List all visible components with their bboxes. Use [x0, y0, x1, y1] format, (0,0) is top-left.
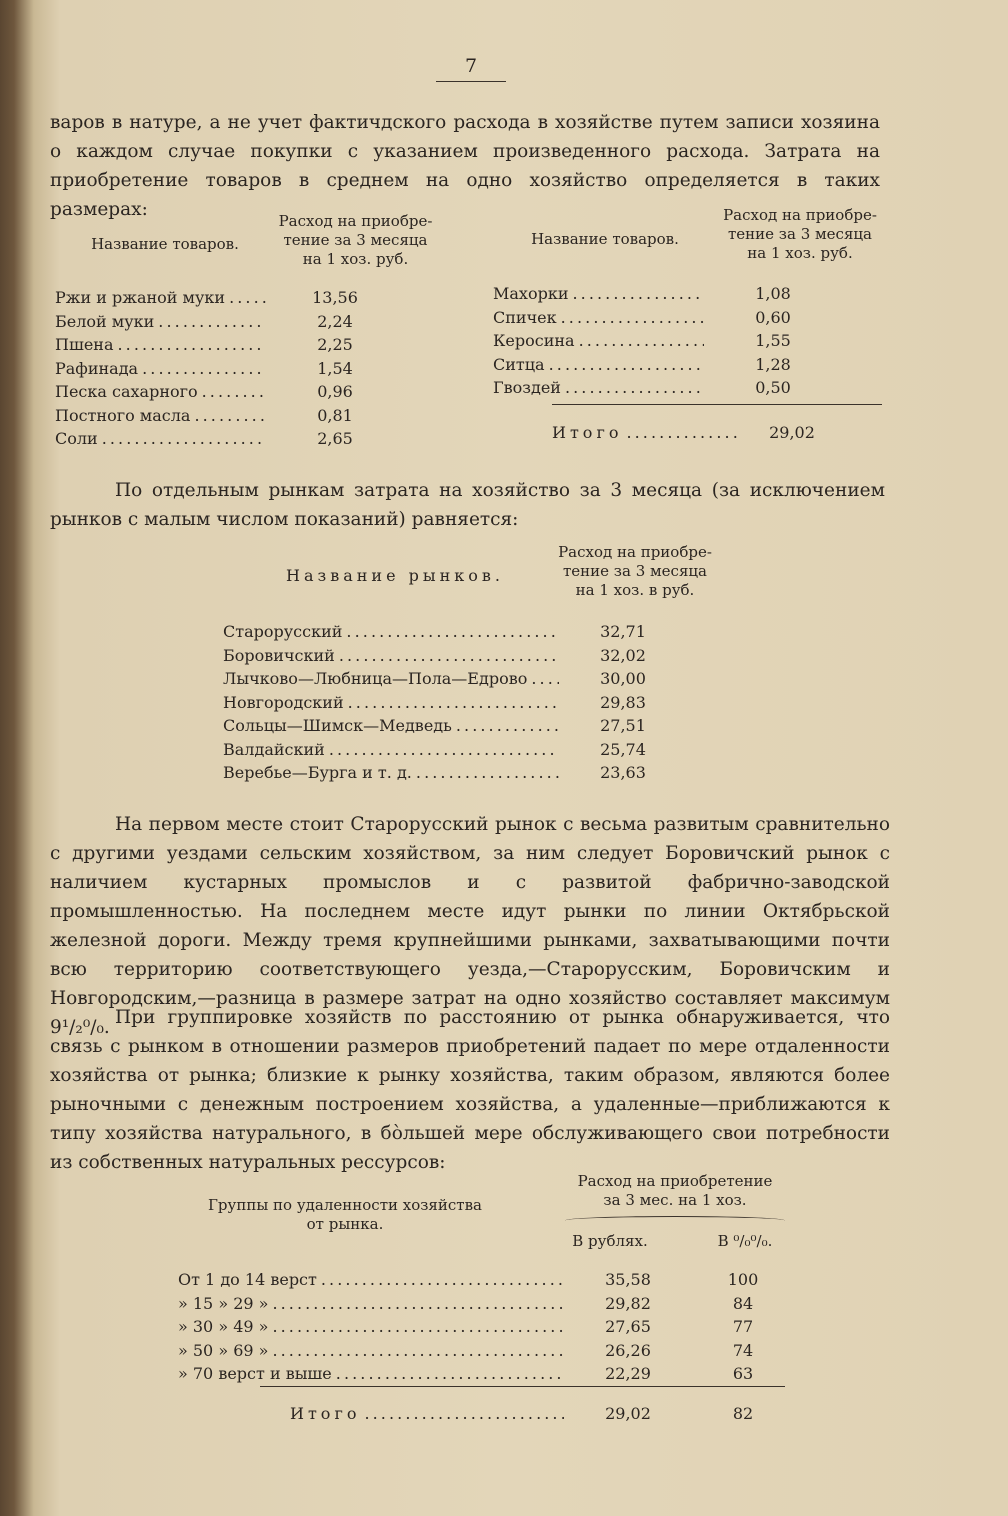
goods-row-label: Гвоздей [493, 378, 561, 397]
market-row [223, 714, 683, 738]
market-row [223, 620, 683, 644]
goods-row-value: 1,08 [755, 284, 791, 303]
market-row-label: Боровичский [223, 645, 335, 665]
goods-row [493, 282, 838, 306]
goods-row [55, 427, 400, 451]
goods-row [493, 376, 838, 400]
distance-col-group-header: Группы по удаленности хозяйства от рынка. [208, 1196, 482, 1233]
distance-row [178, 1339, 798, 1363]
market-row-label: Веребье—Бурга и т. д. [223, 763, 412, 782]
distance-row-label: » 30 » 49 » [178, 1317, 269, 1336]
goods-row [55, 333, 400, 357]
goods-row-value: 2,25 [317, 335, 353, 354]
market-row-value: 23,63 [600, 763, 646, 782]
goods-total-label: Итого [552, 423, 623, 442]
goods-row-label: Постного масла [55, 405, 191, 425]
goods-row-value: 2,65 [317, 429, 353, 448]
goods-total-value: 29,02 [769, 423, 815, 442]
goods-row-value: 13,56 [312, 288, 358, 307]
distance-list [178, 1268, 798, 1386]
markets-list [223, 620, 683, 785]
goods-row-label: Песка сахарного [55, 382, 198, 401]
goods-row [55, 310, 400, 334]
distance-row-rubles: 26,26 [605, 1340, 651, 1360]
goods-col-name-header-right: Название товаров. [531, 230, 679, 248]
distance-row-label: » 50 » 69 » [178, 1340, 269, 1360]
goods-row-value: 1,28 [755, 354, 791, 374]
goods-col-value-header-right: Расход на приобре- тение за 3 месяца на 1 хоз. руб. [723, 206, 877, 262]
goods-row [493, 329, 838, 353]
goods-row-value: 2,24 [317, 311, 353, 331]
distance-row-percent: 74 [732, 1340, 754, 1360]
goods-row-label: Керосина [493, 331, 575, 350]
goods-list-left [55, 286, 400, 451]
goods-row-value: 0,96 [317, 382, 353, 401]
market-row-value: 29,83 [600, 692, 646, 712]
market-row-label: Лычково—Любница—Пола—Едрово [223, 669, 528, 688]
distance-row-percent: 100 [727, 1270, 759, 1289]
distance-col-percent-header: В ⁰/₀⁰/₀. [717, 1232, 773, 1250]
distance-row-rubles: 22,29 [605, 1364, 651, 1383]
goods-row [493, 306, 838, 330]
distance-col-rubles-header: В рублях. [572, 1232, 648, 1250]
market-row-value: 32,71 [600, 622, 646, 641]
market-row-label: Валдайский [223, 739, 325, 759]
market-row-label: Сольцы—Шимск—Медведь [223, 716, 452, 735]
distance-row [178, 1292, 798, 1316]
distance-row-percent: 84 [732, 1293, 754, 1313]
goods-row-value: 1,55 [755, 331, 791, 350]
goods-row-label: Белой муки [55, 311, 155, 331]
distance-row-percent: 63 [732, 1364, 754, 1383]
distance-row-rubles: 27,65 [605, 1317, 651, 1336]
distance-total-row [290, 1402, 798, 1426]
goods-row-label: Ситца [493, 354, 545, 374]
paragraph-1: варов в натуре, а не учет фактичдского расхода в хозяйстве путем записи хозяина о каждом случае покупки с указанием произведенного расхода. Затрата на приобретение товаров в среднем на одно хозяйство определяется в таких размерах: [50, 112, 880, 220]
distance-row [178, 1362, 798, 1386]
goods-row-label: Пшена [55, 335, 114, 354]
market-row [223, 691, 683, 715]
market-row-label: Старорусский [223, 622, 343, 641]
distance-row-rubles: 35,58 [605, 1270, 651, 1289]
goods-col-name-header-left: Название товаров. [91, 235, 239, 253]
market-row-value: 32,02 [600, 645, 646, 665]
market-row-value: 27,51 [600, 716, 646, 735]
goods-row-label: Рафинада [55, 358, 139, 378]
distance-row-label: От 1 до 14 верст [178, 1270, 317, 1289]
distance-col-expense-header: Расход на приобретение за 3 мес. на 1 хоз. [577, 1172, 773, 1209]
distance-header-brace [565, 1216, 785, 1225]
distance-total-percent: 82 [732, 1404, 754, 1423]
goods-total-rule [552, 404, 882, 405]
markets-col-name-header: Название рынков. [285, 566, 504, 585]
distance-row-percent: 77 [732, 1317, 754, 1336]
page-number: 7 [436, 55, 506, 82]
paragraph-2: По отдельным рынкам затрата на хозяйство за 3 месяца (за исключением рынков с малым числом показаний) равняется: [50, 480, 885, 530]
market-row [223, 761, 683, 785]
market-row-value: 30,00 [600, 669, 646, 688]
distance-row [178, 1315, 798, 1339]
distance-total-label: Итого [290, 1404, 361, 1423]
goods-row-value: 1,54 [317, 358, 353, 378]
goods-row [55, 380, 400, 404]
goods-row-label: Соли [55, 429, 98, 448]
goods-row [493, 353, 838, 377]
goods-row-value: 0,60 [755, 307, 791, 327]
goods-list-right [493, 282, 838, 400]
distance-row-label: » 15 » 29 » [178, 1293, 269, 1313]
paragraph-3: На первом месте стоит Старорусский рынок с весьма развитым сравнительно с другими уездами сельским хозяйством, за ним следует Боровичский рынок с наличием кустарных промыслов и с развитой фабрично-заводской промышленностью. На последнем месте идут рынки по линии Октябрьской железной дороги. Между тремя крупнейшими рынками, захватывающими почти всю территорию соответствующего уезда,—Старорусским, Боровичским и Новгородским,—разница в размере затрат на одно хозяйство составляет максимум 9¹/₂⁰/₀. [50, 814, 890, 1038]
paragraph-4: При группировке хозяйств по расстоянию от рынка обнаруживается, что связь с рынком в отношении размеров приобретений падает по мере отдаленности хозяйства от рынка; близкие к рынку хозяйства, таким образом, являются более рыночными с денежным построением хозяйства, а удаленные—приближаются к типу хозяйства натурального, в бо̀льшей мере обслуживающего свои потребности из собственных натуральных рессурсов: [50, 1007, 890, 1173]
goods-total-row [552, 421, 842, 445]
goods-row-value: 0,50 [755, 378, 791, 397]
distance-total-rule [260, 1386, 785, 1387]
market-row [223, 644, 683, 668]
goods-row [55, 404, 400, 428]
distance-row-rubles: 29,82 [605, 1293, 651, 1313]
goods-row-label: Ржи и ржаной муки [55, 288, 226, 307]
distance-total-rubles: 29,02 [605, 1404, 651, 1423]
distance-row [178, 1268, 798, 1292]
market-row-value: 25,74 [600, 739, 646, 759]
markets-col-value-header: Расход на приобре- тение за 3 месяца на 1 хоз. в руб. [558, 543, 712, 599]
goods-row-label: Махорки [493, 284, 569, 303]
goods-col-value-header-left: Расход на приобре- тение за 3 месяца на 1 хоз. руб. [278, 212, 433, 268]
market-row-label: Новгородский [223, 692, 344, 712]
goods-row-label: Спичек [493, 307, 557, 327]
goods-row-value: 0,81 [317, 405, 353, 425]
goods-row [55, 286, 400, 310]
distance-row-label: » 70 верст и выше [178, 1364, 332, 1383]
market-row [223, 667, 683, 691]
market-row [223, 738, 683, 762]
goods-row [55, 357, 400, 381]
